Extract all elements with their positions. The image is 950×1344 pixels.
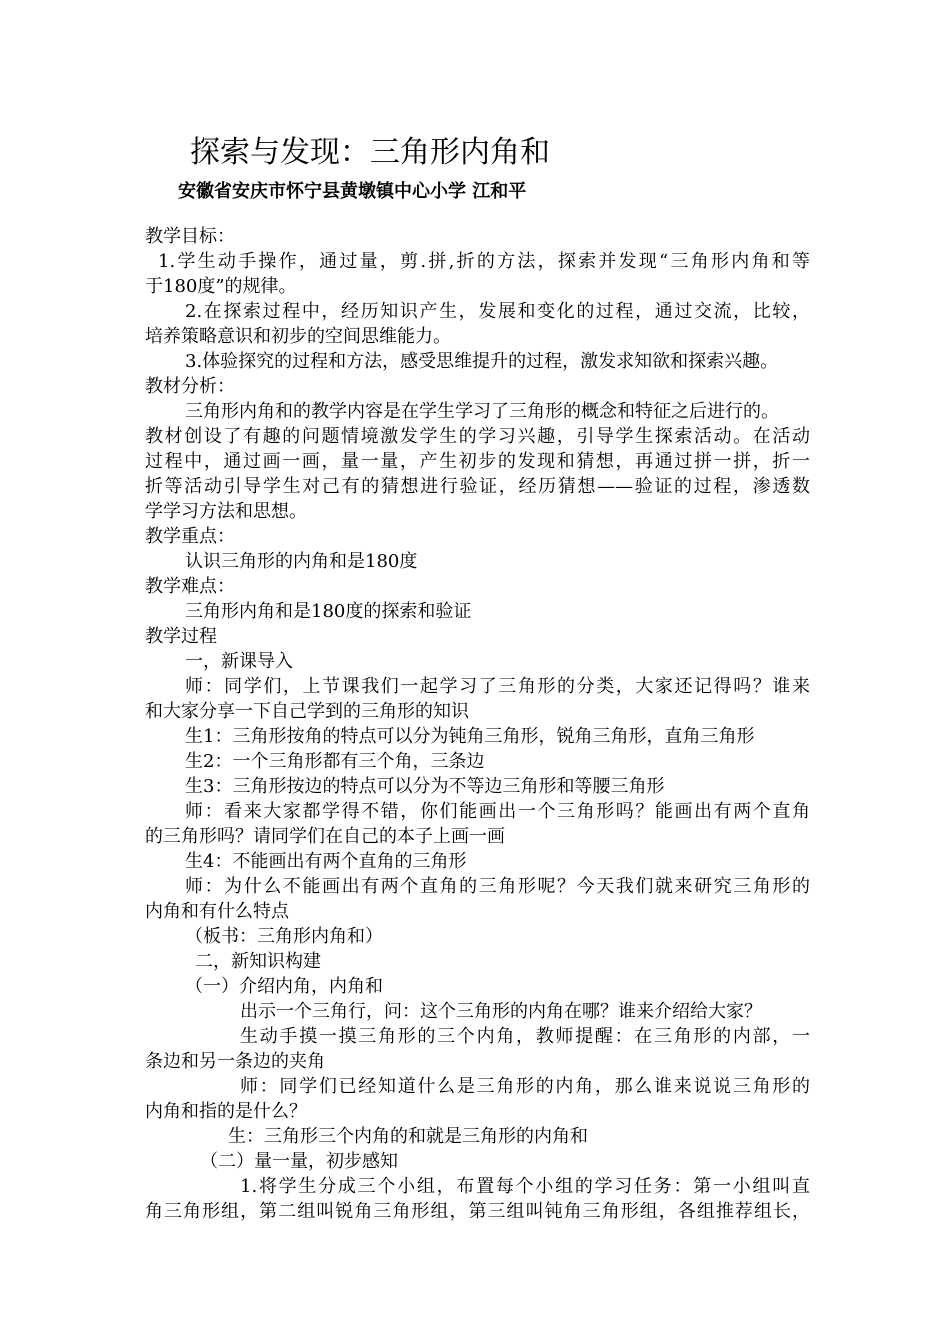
paragraph-line: 折等活动引导学生对己有的猜想进行验证，经历猜想——验证的过程，渗透数 (145, 476, 810, 497)
paragraph-line: 过程中，通过画一画，量一量，产生初步的发现和猜想，再通过拼一拼，折一 (145, 451, 810, 472)
document-title: 探索与发现：三角形内角和 (190, 135, 550, 170)
paragraph-line: 三角形内角和是180度的探索和验证 (185, 601, 472, 622)
paragraph-line: 生动手摸一摸三角形的三个内角，教师提醒：在三角形的内部，一 (240, 1026, 810, 1047)
paragraph-line: 一，新课导入 (185, 651, 293, 672)
paragraph-line: 内角和指的是什么？ (145, 1101, 307, 1122)
paragraph-line: 生1：三角形按角的特点可以分为钝角三角形，锐角三角形，直角三角形 (185, 726, 755, 747)
paragraph-line: 生：三角形三个内角的和就是三角形的内角和 (228, 1126, 588, 1147)
paragraph-line: 出示一个三角行，问：这个三角形的内角在哪？谁来介绍给大家？ (240, 1001, 762, 1022)
paragraph-line: 培养策略意识和初步的空间思维能力。 (145, 326, 451, 347)
author-line: 安徽省安庆市怀宁县黄墩镇中心小学 江和平 (178, 181, 527, 202)
section-heading-key-point: 教学重点： (145, 526, 235, 547)
section-heading-goals: 教学目标： (145, 226, 235, 247)
paragraph-line: 和大家分享一下自己学到的三角形的知识 (145, 701, 469, 722)
paragraph-line: 教材创设了有趣的问题情境激发学生的学习兴趣，引导学生探索活动。在活动 (145, 426, 810, 447)
paragraph-line: 认识三角形的内角和是180度 (185, 551, 418, 572)
paragraph-line: 2.在探索过程中，经历知识产生，发展和变化的过程，通过交流，比较， (185, 301, 810, 322)
section-heading-process: 教学过程 (145, 626, 217, 647)
paragraph-line: 师：同学们已经知道什么是三角形的内角，那么谁来说说三角形的 (240, 1076, 810, 1097)
paragraph-line: 于180度”的规律。 (145, 276, 297, 297)
paragraph-line: （一）介绍内角，内角和 (185, 976, 383, 997)
section-heading-analysis: 教材分析： (145, 376, 235, 397)
paragraph-line: 师：同学们，上节课我们一起学习了三角形的分类，大家还记得吗？谁来 (185, 676, 810, 697)
paragraph-line: 角三角形组，第二组叫锐角三角形组，第三组叫钝角三角形组，各组推荐组长， (145, 1201, 810, 1222)
paragraph-line: （二）量一量，初步感知 (200, 1151, 398, 1172)
section-heading-difficulty: 教学难点： (145, 576, 235, 597)
paragraph-line: 内角和有什么特点 (145, 901, 289, 922)
paragraph-line: 1.将学生分成三个小组，布置每个小组的学习任务：第一小组叫直 (240, 1176, 810, 1197)
paragraph-line: 生2：一个三角形都有三个角，三条边 (185, 751, 485, 772)
paragraph-line: 3.体验探究的过程和方法，感受思维提升的过程，激发求知欲和探索兴趣。 (185, 351, 779, 372)
paragraph-line: 师：看来大家都学得不错，你们能画出一个三角形吗？能画出有两个直角 (185, 801, 810, 822)
paragraph-line: 二，新知识构建 (195, 951, 321, 972)
paragraph-line: 生4：不能画出有两个直角的三角形 (185, 851, 467, 872)
paragraph-line: 三角形内角和的教学内容是在学生学习了三角形的概念和特征之后进行的。 (185, 401, 779, 422)
paragraph-line: 生3：三角形按边的特点可以分为不等边三角形和等腰三角形 (185, 776, 665, 797)
paragraph-line: 条边和另一条边的夹角 (145, 1051, 325, 1072)
paragraph-line: 学学习方法和思想。 (145, 501, 307, 522)
paragraph-line: （板书：三角形内角和） (185, 926, 383, 947)
paragraph-line: 1.学生动手操作，通过量，剪.拼,折的方法，探索并发现“三角形内角和等 (158, 251, 810, 272)
paragraph-line: 师：为什么不能画出有两个直角的三角形呢？今天我们就来研究三角形的 (185, 876, 810, 897)
paragraph-line: 的三角形吗？请同学们在自己的本子上画一画 (145, 826, 505, 847)
